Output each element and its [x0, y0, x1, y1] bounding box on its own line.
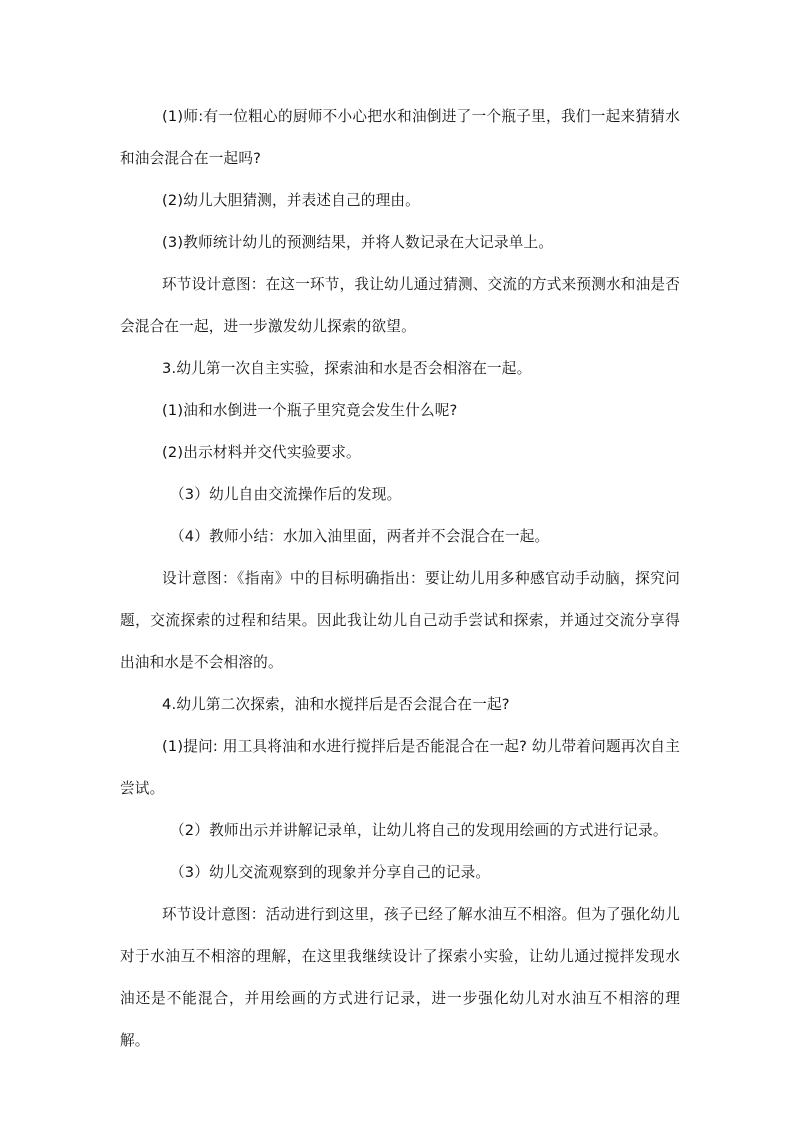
- paragraph-step-3-item-1: (1)油和水倒进一个瓶子里究竟会发生什么呢?: [162, 402, 458, 419]
- paragraph-step-4-item-2: （2）教师出示并讲解记录单，让幼儿将自己的发现用绘画的方式进行记录。: [170, 822, 668, 839]
- paragraph-teacher-question: (1)师:有一位粗心的厨师不小心把水和油倒进了一个瓶子里，我们一起来猜猜水和油会混合在一起吗?: [120, 108, 680, 167]
- paragraph-step-4-heading: 4.幼儿第二次探索，油和水搅拌后是否会混合在一起?: [162, 696, 510, 713]
- paragraph-step-3-item-4: （4）教师小结：水加入油里面，两者并不会混合在一起。: [170, 528, 550, 545]
- paragraph-step-4-item-3: （3）幼儿交流观察到的现象并分享自己的记录。: [170, 864, 491, 881]
- document-body: [120, 96, 680, 1062]
- paragraph-design-intent-2: 设计意图：《指南》中的目标明确指出：要让幼儿用多种感官动手动脑，探究问题，交流探索的过程和结果。因此我让幼儿自己动手尝试和探索，并通过交流分享得出油和水是不会相溶的。: [120, 570, 680, 671]
- paragraph-step-4-item-1: (1)提问: 用工具将油和水进行搅拌后是否能混合在一起? 幼儿带着问题再次自主尝试。: [120, 738, 680, 797]
- paragraph-step-3-heading: 3.幼儿第一次自主实验，探索油和水是否会相溶在一起。: [162, 360, 532, 377]
- paragraph-step-3-item-3: （3）幼儿自由交流操作后的发现。: [170, 486, 402, 503]
- paragraph-children-guess: (2)幼儿大胆猜测，并表述自己的理由。: [162, 192, 420, 209]
- paragraph-design-intent-3: 环节设计意图：活动进行到这里，孩子已经了解水油互不相溶。但为了强化幼儿对于水油互不相溶的理解，在这里我继续设计了探索小实验，让幼儿通过搅拌发现水油还是不能混合，并用绘画的方式进行记录，进一步强化幼儿对水油互不相溶的理解。: [120, 906, 680, 1049]
- paragraph-teacher-count: (3)教师统计幼儿的预测结果，并将人数记录在大记录单上。: [162, 234, 554, 251]
- paragraph-step-3-item-2: (2)出示材料并交代实验要求。: [162, 444, 361, 461]
- paragraph-design-intent-1: 环节设计意图：在这一环节，我让幼儿通过猜测、交流的方式来预测水和油是否会混合在一起，进一步激发幼儿探索的欲望。: [120, 276, 680, 335]
